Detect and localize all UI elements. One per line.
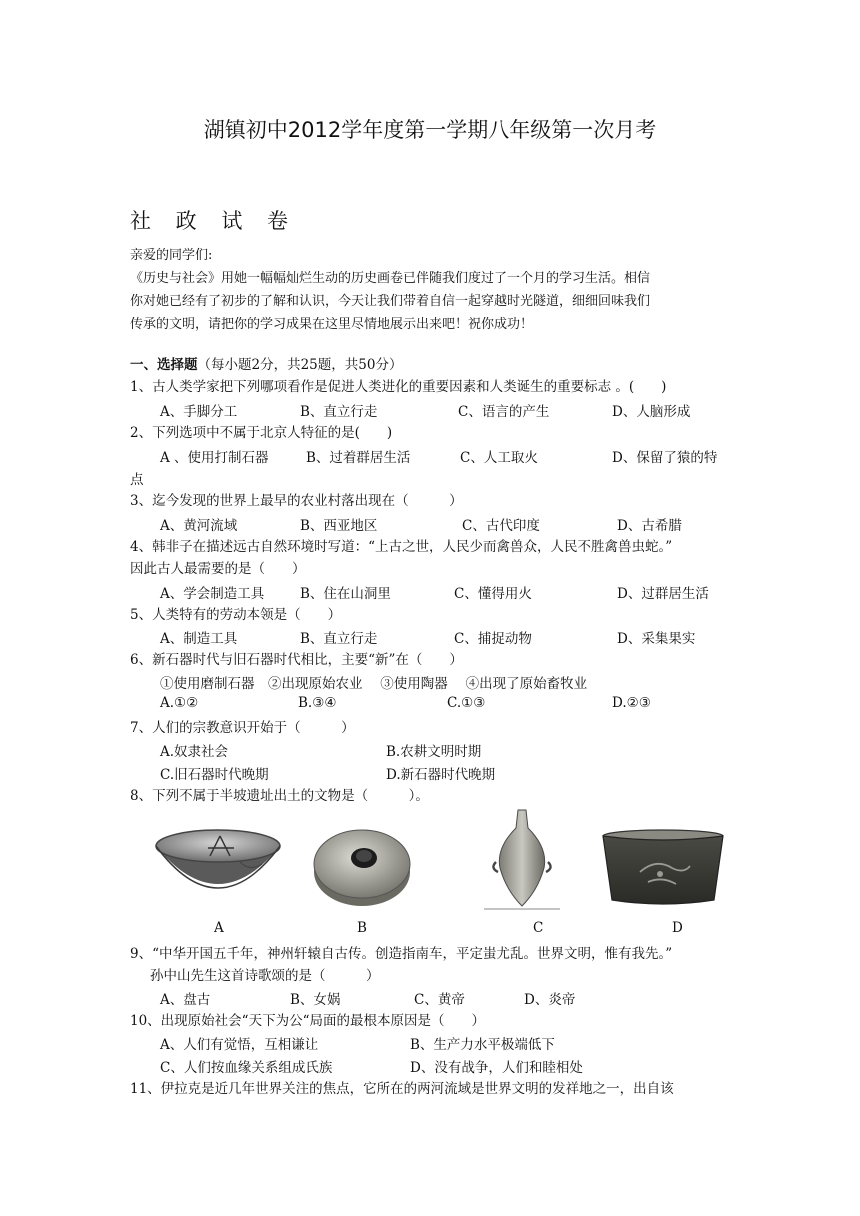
option-c: C、捕捉动物 bbox=[454, 631, 532, 647]
artifact-b-spindle-whorl-image bbox=[310, 822, 414, 910]
section-title: 一、选择题 bbox=[130, 357, 198, 373]
option-a: A、手脚分工 bbox=[160, 404, 238, 420]
option-d: D、古希腊 bbox=[617, 518, 682, 534]
option-d: D、保留了猿的特 bbox=[612, 450, 718, 466]
option-c: C、语言的产生 bbox=[458, 404, 550, 420]
option-a: A、盘古 bbox=[160, 992, 211, 1008]
option-b: B、住在山洞里 bbox=[300, 586, 391, 602]
artifact-a-label: A bbox=[214, 920, 224, 936]
option-c: C、古代印度 bbox=[462, 518, 540, 534]
question-stem: 6、新石器时代与旧石器时代相比，主要“新”在（ ） bbox=[130, 652, 463, 668]
option-b: B、直立行走 bbox=[300, 631, 378, 647]
option-b: B、过着群居生活 bbox=[306, 450, 411, 466]
question-stem: 9、“中华开国五千年，神州轩辕自古传。创造指南车，平定蚩尤乱。世界文明，惟有我先。” bbox=[130, 946, 673, 962]
option-d: D、炎帝 bbox=[524, 992, 576, 1008]
question-stem: 3、迄今发现的世界上最早的农业村落出现在（ ） bbox=[130, 493, 463, 509]
option-b: B.农耕文明时期 bbox=[386, 744, 482, 760]
question-stem-cont: 孙中山先生这首诗歌颂的是（ ） bbox=[150, 968, 380, 984]
option-a: A 、使用打制石器 bbox=[160, 450, 269, 466]
section-heading bbox=[130, 354, 402, 376]
option-a: A.奴隶社会 bbox=[160, 744, 229, 760]
intro-line: 《历史与社会》用她一幅幅灿烂生动的历史画卷已伴随我们度过了一个月的学习生活。相信 bbox=[130, 271, 651, 286]
option-a: A、黄河流域 bbox=[160, 518, 238, 534]
intro-line: 传承的文明，请把你的学习成果在这里尽情地展示出来吧！祝你成功！ bbox=[130, 317, 534, 332]
option-c: C.①③ bbox=[447, 695, 486, 711]
artifact-b-label: B bbox=[357, 920, 367, 936]
question-stem: 2、下列选项中不属于北京人特征的是( ) bbox=[130, 425, 393, 441]
question-stem-cont: 因此古人最需要的是（ ） bbox=[130, 561, 306, 577]
option-wrap: 点 bbox=[130, 472, 144, 488]
option-d: D.②③ bbox=[612, 695, 651, 711]
option-a: A、制造工具 bbox=[160, 631, 238, 647]
option-b: B、生产力水平极端低下 bbox=[410, 1037, 555, 1053]
option-d: D.新石器时代晚期 bbox=[386, 767, 496, 783]
artifact-a-bowl-image bbox=[150, 826, 286, 906]
question-stem: 10、出现原始社会“天下为公“局面的最根本原因是（ ） bbox=[130, 1013, 485, 1029]
option-b: B、女娲 bbox=[290, 992, 341, 1008]
artifact-d-label: D bbox=[672, 920, 683, 936]
artifact-c-bottle-image bbox=[482, 808, 562, 912]
question-stem: 8、下列不属于半坡遗址出土的文物是（ ）。 bbox=[130, 788, 429, 804]
artifact-c-label: C bbox=[533, 920, 544, 936]
question-stem: 7、人们的宗教意识开始于（ ） bbox=[130, 720, 355, 736]
option-a: A、学会制造工具 bbox=[160, 586, 265, 602]
option-a: A.①② bbox=[160, 695, 199, 711]
question-stem: 4、韩非子在描述远古自然环境时写道：“上古之世，人民少而禽兽众，人民不胜禽兽虫蛇。” bbox=[130, 539, 673, 555]
option-d: D、过群居生活 bbox=[617, 586, 709, 602]
intro-greeting: 亲爱的同学们: bbox=[130, 248, 213, 263]
option-d: D、人脑形成 bbox=[612, 404, 691, 420]
option-c: C、黄帝 bbox=[414, 992, 465, 1008]
page-title: 湖镇初中2012学年度第一学期八年级第一次月考 bbox=[203, 118, 657, 142]
question-items: ①使用磨制石器 ②出现原始农业 ③使用陶器 ④出现了原始畜牧业 bbox=[160, 676, 588, 692]
option-b: B.③④ bbox=[298, 695, 337, 711]
option-c: C、人工取火 bbox=[460, 450, 538, 466]
exam-subject: 社 政 试 卷 bbox=[130, 209, 298, 233]
section-note: （每小题2分，共25题，共50分） bbox=[197, 357, 403, 373]
option-c: C、人们按血缘关系组成氏族 bbox=[160, 1060, 333, 1076]
question-stem: 5、人类特有的劳动本领是（ ） bbox=[130, 607, 342, 623]
option-a: A、人们有觉悟，互相谦让 bbox=[160, 1037, 319, 1053]
artifact-d-vessel-image bbox=[600, 828, 726, 908]
option-c: C、懂得用火 bbox=[454, 586, 532, 602]
option-b: B、西亚地区 bbox=[300, 518, 378, 534]
option-d: D、采集果实 bbox=[617, 631, 696, 647]
option-d: D、没有战争，人们和睦相处 bbox=[410, 1060, 583, 1076]
question-stem: 11、伊拉克是近几年世界关注的焦点，它所在的两河流域是世界文明的发祥地之一，出自该 bbox=[130, 1081, 674, 1097]
option-c: C.旧石器时代晚期 bbox=[160, 767, 269, 783]
option-b: B、直立行走 bbox=[300, 404, 378, 420]
question-stem: 1、古人类学家把下列哪项看作是促进人类进化的重要因素和人类诞生的重要标志 。( ) bbox=[130, 379, 667, 395]
intro-line: 你对她已经有了初步的了解和认识，今天让我们带着自信一起穿越时光隧道，细细回味我们 bbox=[130, 294, 651, 309]
